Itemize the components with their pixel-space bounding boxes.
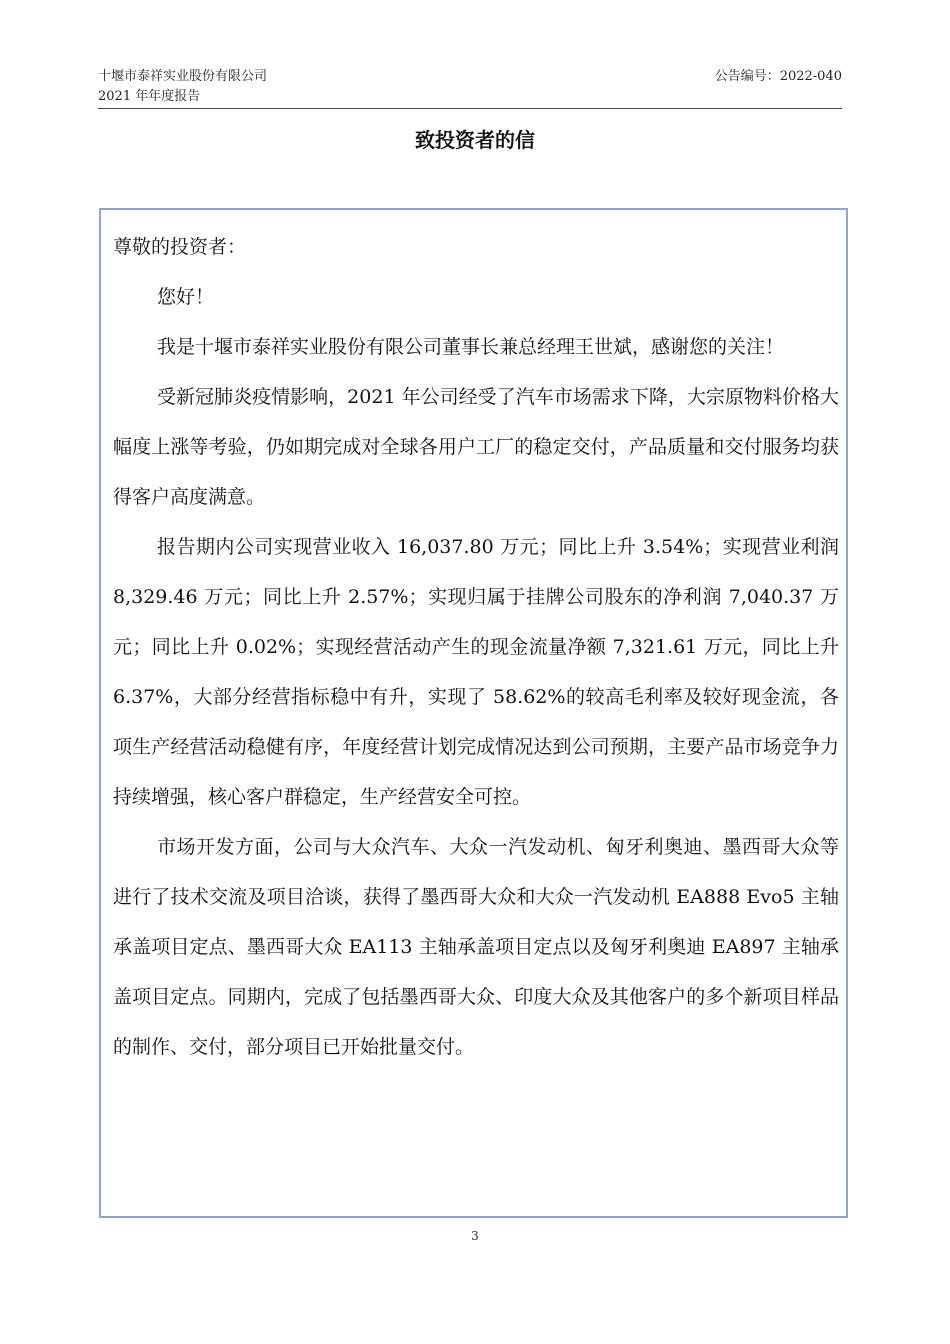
page-title: 致投资者的信 bbox=[415, 128, 535, 152]
letter-body bbox=[113, 222, 839, 1072]
letter-paragraph-pandemic: 受新冠肺炎疫情影响，2021 年公司经受了汽车市场需求下降，大宗原物料价格大幅度上涨等考验，仍如期完成对全球各用户工厂的稳定交付，产品质量和交付服务均获得客户高度满意。 bbox=[113, 386, 839, 508]
header-notice-number: 公告编号：2022-040 bbox=[714, 69, 842, 84]
page-number: 3 bbox=[471, 1229, 479, 1243]
header-divider bbox=[98, 108, 842, 109]
letter-greeting: 您好！ bbox=[157, 286, 215, 308]
header-company-name: 十堰市泰祥实业股份有限公司 bbox=[98, 69, 268, 84]
letter-salutation: 尊敬的投资者： bbox=[113, 236, 247, 258]
header-report-name: 2021 年年度报告 bbox=[98, 89, 201, 104]
letter-paragraph-market: 市场开发方面，公司与大众汽车、大众一汽发动机、匈牙利奥迪、墨西哥大众等进行了技术交流及项目洽谈，获得了墨西哥大众和大众一汽发动机 EA888 Evo5 主轴承盖项目定点、墨西哥大众 EA113 主轴承盖项目定点以及匈牙利奥迪 EA897 主轴承盖项目定点。同期内，完成了包括墨西哥大众、印度大众及其他客户的多个新项目样品的制作、交付，部分项目已开始批量交付。 bbox=[113, 836, 839, 1058]
letter-paragraph-financials: 报告期内公司实现营业收入 16,037.80 万元；同比上升 3.54%；实现营业利润 8,329.46 万元；同比上升 2.57%；实现归属于挂牌公司股东的净利润 7,040.37 万元；同比上升 0.02%；实现经营活动产生的现金流量净额 7,321.61 万元，同比上升 6.37%，大部分经营指标稳中有升，实现了 58.62%的较高毛利率及较好现金流，各项生产经营活动稳健有序，年度经营计划完成情况达到公司预期，主要产品市场竞争力持续增强，核心客户群稳定，生产经营安全可控。 bbox=[113, 536, 839, 808]
letter-paragraph-intro: 我是十堰市泰祥实业股份有限公司董事长兼总经理王世斌，感谢您的关注！ bbox=[157, 336, 785, 358]
